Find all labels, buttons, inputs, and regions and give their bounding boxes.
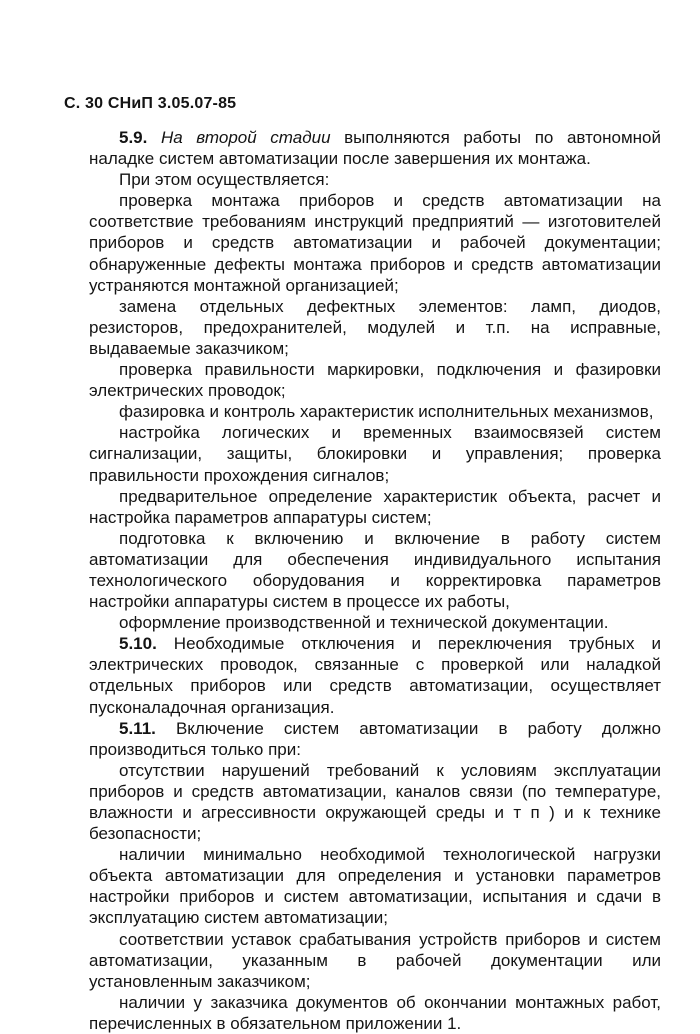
clause-number-5-11: 5.11. <box>119 718 156 738</box>
clause-5-11-item: соответствии уставок срабатывания устройств приборов и систем автоматизации, указанным в рабочей документации или установленным заказчиком; <box>89 929 661 991</box>
clause-5-9-item: настройка логических и временных взаимосвязей систем сигнализации, защиты, блокировки и управления; проверка правильности прохождения сигналов; <box>89 423 661 485</box>
paragraph-5-11 <box>89 718 661 760</box>
clause-5-11-item: наличии у заказчика документов об окончании монтажных работ, перечисленных в обязательном приложении 1. <box>89 992 661 1033</box>
clause-5-9-item: проверка правильности маркировки, подключения и фазировки электрических проводок; <box>89 360 661 401</box>
clause-5-9-item: предварительное определение характеристик объекта, расчет и настройка параметров аппаратуры систем; <box>89 486 661 527</box>
clause-5-9-italic: На второй стадии <box>160 128 331 147</box>
clause-5-9-item: подготовка к включению и включение в работу систем автоматизации для обеспечения индивидуального испытания технологического оборудования и корректировка параметров настройки аппаратуры систем в процессе их работы, <box>89 528 661 612</box>
clause-5-9-item: оформление производственной и технической документации. <box>119 613 609 633</box>
clause-5-11-text: Включение систем автоматизации в работу должно производиться только при: <box>89 718 661 759</box>
document-body <box>89 127 661 1034</box>
clause-5-11-item: наличии минимально необходимой технологической нагрузки объекта автоматизации для определения и установки параметров настройки приборов и систем автоматизации, испытания и сдачи в эксплуатацию систем автоматизации; <box>89 845 661 928</box>
clause-5-11-item: отсутствии нарушений требований к условиям эксплуатации приборов и средств автоматизации, каналов связи (по температуре, влажности и агрессивности окружающей среды и т п ) и к технике безопасности; <box>89 760 661 844</box>
clause-5-9-item: проверка монтажа приборов и средств автоматизации на соответствие требованиям инструкций предприятий — изготовителей приборов и средств автоматизации и рабочей документации; обнаруженные дефекты монтажа приборов и средств автоматизации устраняются монтажной организацией; <box>89 191 661 295</box>
clause-number-5-10: 5.10. <box>119 634 157 654</box>
clause-number-5-9: 5.9. <box>119 128 148 147</box>
page-header: С. 30 СНиП 3.05.07-85 <box>64 95 237 112</box>
clause-5-10-text: Необходимые отключения и переключения трубных и электрических проводок, связанные с проверкой или наладкой отдельных приборов или средств автоматизации, осуществляет пусконаладочная организация. <box>89 634 661 717</box>
clause-5-9-item: фазировка и контроль характеристик исполнительных механизмов, <box>119 402 654 422</box>
paragraph-5-10 <box>89 633 661 717</box>
clause-5-9-text: выполняются работы по автономной наладке систем автоматизации после завершения их монтажа. <box>89 128 661 169</box>
paragraph-5-9 <box>89 127 661 169</box>
clause-5-9-item: замена отдельных дефектных элементов: ламп, диодов, резисторов, предохранителей, модулей и т.п. на исправные, выдаваемые заказчиком; <box>89 296 661 358</box>
clause-5-9-intro: При этом осуществляется: <box>119 170 330 190</box>
